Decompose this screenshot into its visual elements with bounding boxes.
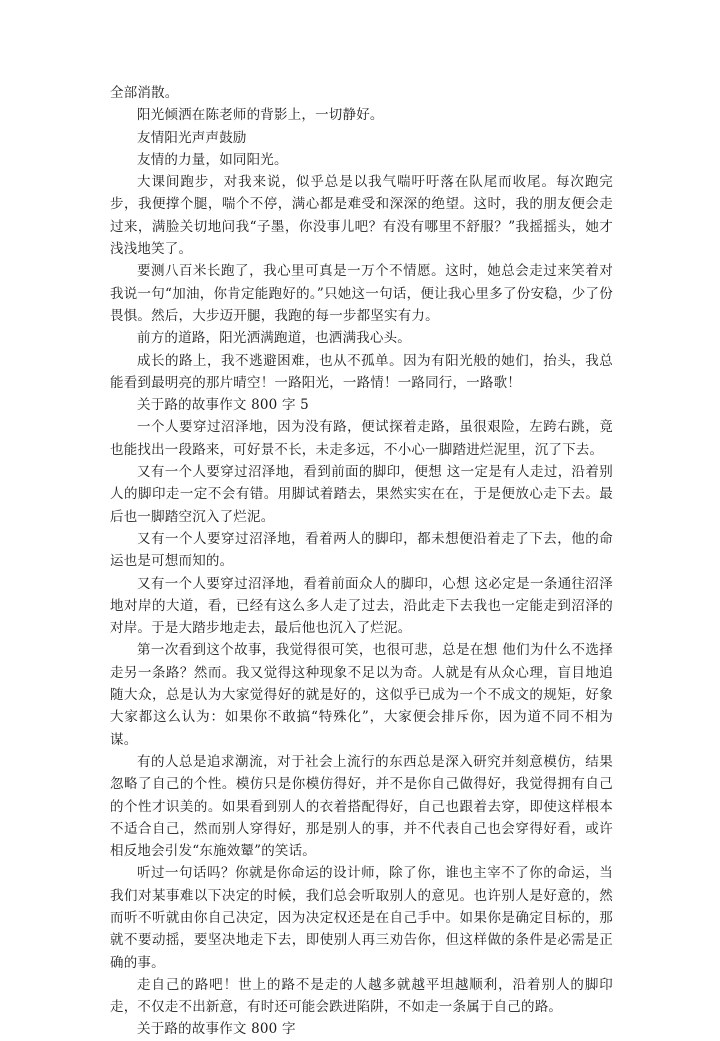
paragraph: 又有一个人要穿过沼泽地，看着前面众人的脚印，心想 这必定是一条通往沼泽地对岸的大道，看，已经有这么多人走了过去，沿此走下去我也一定能走到沼泽的对岸。于是大踏步地走去，最后他也沉入了烂泥。 <box>110 575 613 637</box>
paragraph: 听过一句话吗？你就是你命运的设计师，除了你，谁也主宰不了你的命运，当我们对某事难以下决定的时候，我们总会听取别人的意见。也许别人是好意的，然而听不听就由你自己决定，因为决定权还是在自己手中。如果你是确定目标的，那就不要动摇，要坚决地走下去，即使别人再三劝告你，但这样做的条件是必需是正确的事。 <box>110 865 613 971</box>
paragraph: 关于路的故事作文 800 字 <box>137 1021 296 1038</box>
paragraph: 大课间跑步，对我来说，似乎总是以我气喘吁吁落在队尾而收尾。每次跑完步，我便撑个腿，喘个不停，满心都是难受和深深的绝望。这时，我的朋友便会走过来，满脸关切地问我“子墨，你没事儿吧？有没有哪里不舒服？”我摇摇头，她才浅浅地笑了。 <box>110 174 613 258</box>
paragraph: 友情阳光声声鼓励 <box>137 129 247 146</box>
paragraph: 又有一个人要穿过沼泽地，看着两人的脚印，都未想便沿着走了下去，他的命运也是可想而知的。 <box>110 530 613 570</box>
paragraph: 有的人总是追求潮流，对于社会上流行的东西总是深入研究并刻意模仿，结果忽略了自己的个性。模仿只是你模仿得好，并不是你自己做得好，我觉得拥有自己的个性才识美的。如果看到别人的衣着搭配得好，自己也跟着去穿，即使这样根本不适合自己，然而别人穿得好，那是别人的事，并不代表自己也会穿得好看，或许相反地会引发“东施效颦”的笑话。 <box>110 753 613 860</box>
paragraph: 成长的路上，我不逃避困难，也从不孤单。因为有阳光般的她们，抬头，我总能看到最明亮的那片晴空！一路阳光，一路情！一路同行，一路歌！ <box>110 352 613 391</box>
paragraph: 友情的力量，如同阳光。 <box>137 151 288 168</box>
paragraph: 前方的道路，阳光洒满跑道，也洒满我心头。 <box>137 330 411 347</box>
paragraph: 关于路的故事作文 800 字 5 <box>137 397 309 414</box>
paragraph: 全部消散。 <box>110 85 179 101</box>
paragraph: 要测八百米长跑了，我心里可真是一万个不情愿。这时，她总会走过来笑着对我说一句“加油，你肯定能跑好的。”只她这一句话，便让我心里多了份安稳，少了份畏惧。然后，大步迈开腿，我跑的每一步都坚实有力。 <box>110 263 613 324</box>
paragraph: 阳光倾洒在陈老师的背影上，一切静好。 <box>137 107 384 124</box>
paragraph: 又有一个人要穿过沼泽地，看到前面的脚印，便想 这一定是有人走过，沿着别人的脚印走一定不会有错。用脚试着踏去，果然实实在在，于是便放心走下去。最后也一脚踏空沉入了烂泥。 <box>110 464 613 525</box>
document-page <box>110 82 613 1041</box>
paragraph: 走自己的路吧！世上的路不是走的人越多就越平坦越顺利，沿着别人的脚印走，不仅走不出新意，有时还可能会跌进陷阱，不如走一条属于自己的路。 <box>110 976 613 1016</box>
paragraph: 第一次看到这个故事，我觉得很可笑，也很可悲，总是在想 他们为什么不选择走另一条路？然而。我又觉得这种现象不足以为奇。人就是有从众心理，盲目地追随大众，总是认为大家觉得好的就是好的，这似乎已成为一个不成文的规矩，好象大家都这么认为：如果你不敢搞“特殊化”，大家便会排斥你，因为道不同不相为谋。 <box>110 642 613 748</box>
paragraph: 一个人要穿过沼泽地，因为没有路，便试探着走路，虽很艰险，左跨右跳，竟也能找出一段路来，可好景不长，未走多远，不小心一脚踏进烂泥里，沉了下去。 <box>110 419 613 458</box>
